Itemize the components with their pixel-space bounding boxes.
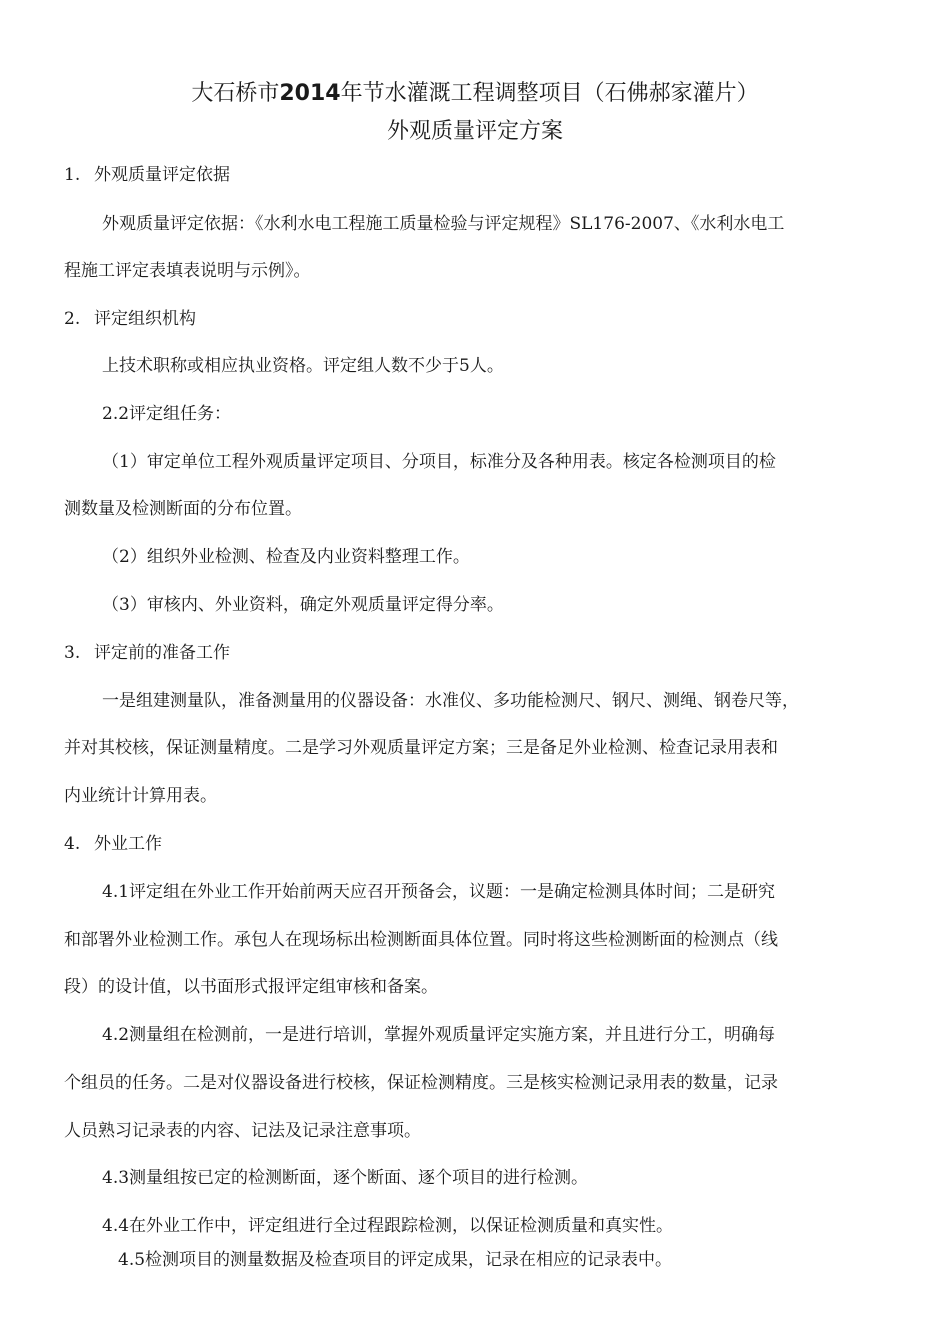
section-title: 评定组织机构 [94,309,196,329]
paragraph-line: 4.1评定组在外业工作开始前两天应召开预备会，议题：一是确定检测具体时间；二是研究 [102,882,776,902]
paragraph-line: 个组员的任务。二是对仪器设备进行校核，保证检测精度。三是核实检测记录用表的数量，记录 [64,1073,778,1093]
document-title [0,78,950,110]
title-text-2: 年节水灌溉工程调整项目（石佛郝家灌片） [340,81,759,106]
paragraph-line: 上技术职称或相应执业资格。评定组人数不少于5人。 [102,356,504,376]
paragraph-line: 4.3测量组按已定的检测断面，逐个断面、逐个项目的进行检测。 [102,1168,589,1188]
list-item: （1）审定单位工程外观质量评定项目、分项目，标准分及各种用表。核定各检测项目的检 [102,452,776,472]
paragraph-line: 内业统计计算用表。 [64,786,217,806]
section-2-heading [64,307,196,331]
section-3-heading [64,641,230,665]
document-subtitle: 外观质量评定方案 [386,119,563,144]
section-title: 评定前的准备工作 [94,643,230,663]
section-number: 3. [64,643,81,663]
paragraph-line: 外观质量评定依据：《水利水电工程施工质量检验与评定规程》SL176-2007、《水利水电工 [102,214,785,234]
paragraph-line: 4.2测量组在检测前，一是进行培训，掌握外观质量评定实施方案，并且进行分工，明确每 [102,1025,776,1045]
section-title: 外观质量评定依据 [94,165,230,185]
list-item: （2）组织外业检测、检查及内业资料整理工作。 [102,547,470,567]
section-number: 4. [64,834,81,854]
section-1-heading [64,163,230,187]
section-4-heading [64,832,162,856]
paragraph-line: 人员熟习记录表的内容、记法及记录注意事项。 [64,1121,421,1141]
section-title: 外业工作 [94,834,162,854]
title-year: 2014 [279,81,341,106]
section-number: 1. [64,165,81,185]
section-number: 2. [64,309,81,329]
paragraph-line: 一是组建测量队，准备测量用的仪器设备：水准仪、多功能检测尺、钢尺、测绳、钢卷尺等， [102,691,799,711]
subsection-heading: 2.2评定组任务： [102,404,232,424]
paragraph-line: 4.5检测项目的测量数据及检查项目的评定成果，记录在相应的记录表中。 [118,1250,673,1270]
list-item-continuation: 测数量及检测断面的分布位置。 [64,499,302,519]
list-item: （3）审核内、外业资料，确定外观质量评定得分率。 [102,595,504,615]
paragraph-line: 4.4在外业工作中，评定组进行全过程跟踪检测，以保证检测质量和真实性。 [102,1216,674,1236]
paragraph-line: 程施工评定表填表说明与示例》。 [64,261,311,281]
title-text-1: 大石桥市 [191,81,280,106]
paragraph-line: 并对其校核，保证测量精度。二是学习外观质量评定方案；三是备足外业检测、检查记录用表和 [64,738,778,758]
paragraph-line: 段）的设计值，以书面形式报评定组审核和备案。 [64,977,438,997]
paragraph-line: 和部署外业检测工作。承包人在现场标出检测断面具体位置。同时将这些检测断面的检测点（线 [64,930,778,950]
